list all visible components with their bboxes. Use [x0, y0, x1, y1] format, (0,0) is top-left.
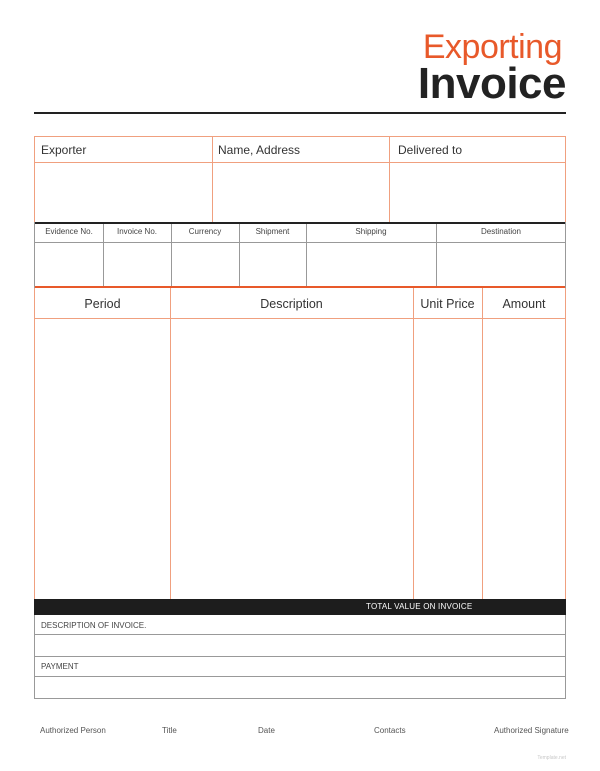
unit-price-column[interactable] [414, 319, 482, 600]
invoice-no-header: Invoice No. [116, 227, 158, 236]
divider [35, 656, 565, 657]
title-label: Title [162, 726, 177, 735]
contacts-label: Contacts [374, 726, 406, 735]
authorized-person-label: Authorized Person [40, 726, 106, 735]
evidence-no-field[interactable] [35, 243, 103, 286]
shipment-header: Shipment [255, 227, 290, 236]
amount-column[interactable] [483, 319, 566, 600]
exporter-field[interactable] [35, 163, 212, 223]
divider [35, 222, 565, 224]
invoice-no-field[interactable] [104, 243, 171, 286]
name-address-header: Name, Address [218, 143, 301, 157]
destination-field[interactable] [437, 243, 566, 286]
shipping-header: Shipping [355, 227, 387, 236]
description-of-invoice-label: DESCRIPTION OF INVOICE. [41, 621, 147, 630]
evidence-no-header: Evidence No. [45, 227, 93, 236]
destination-header: Destination [480, 227, 522, 236]
total-bar [34, 599, 566, 615]
name-address-field[interactable] [213, 163, 389, 223]
period-column[interactable] [35, 319, 170, 600]
description-column[interactable] [171, 319, 413, 600]
title-invoice: Invoice [417, 59, 566, 108]
description-of-invoice-field[interactable] [35, 635, 565, 656]
currency-field[interactable] [172, 243, 239, 286]
total-label: TOTAL VALUE ON INVOICE [366, 602, 473, 611]
delivered-to-field[interactable] [390, 163, 566, 223]
period-header: Period [84, 297, 121, 311]
unit-price-header: Unit Price [420, 297, 475, 311]
date-label: Date [258, 726, 275, 735]
title-rule [34, 112, 566, 114]
delivered-to-header: Delivered to [398, 143, 463, 157]
description-header: Description [260, 297, 323, 311]
payment-label: PAYMENT [41, 662, 79, 671]
currency-header: Currency [188, 227, 222, 236]
title-exporting: Exporting [422, 28, 562, 66]
watermark: Template.net [537, 755, 566, 761]
items-table [34, 288, 566, 600]
shipment-field[interactable] [240, 243, 306, 286]
notes-section [34, 615, 566, 699]
payment-field[interactable] [35, 677, 565, 698]
authorized-signature-label: Authorized Signature [494, 726, 569, 735]
exporter-header: Exporter [41, 143, 87, 157]
amount-header: Amount [502, 297, 546, 311]
shipping-field[interactable] [307, 243, 436, 286]
party-section [34, 136, 566, 223]
shipment-section [34, 222, 566, 288]
